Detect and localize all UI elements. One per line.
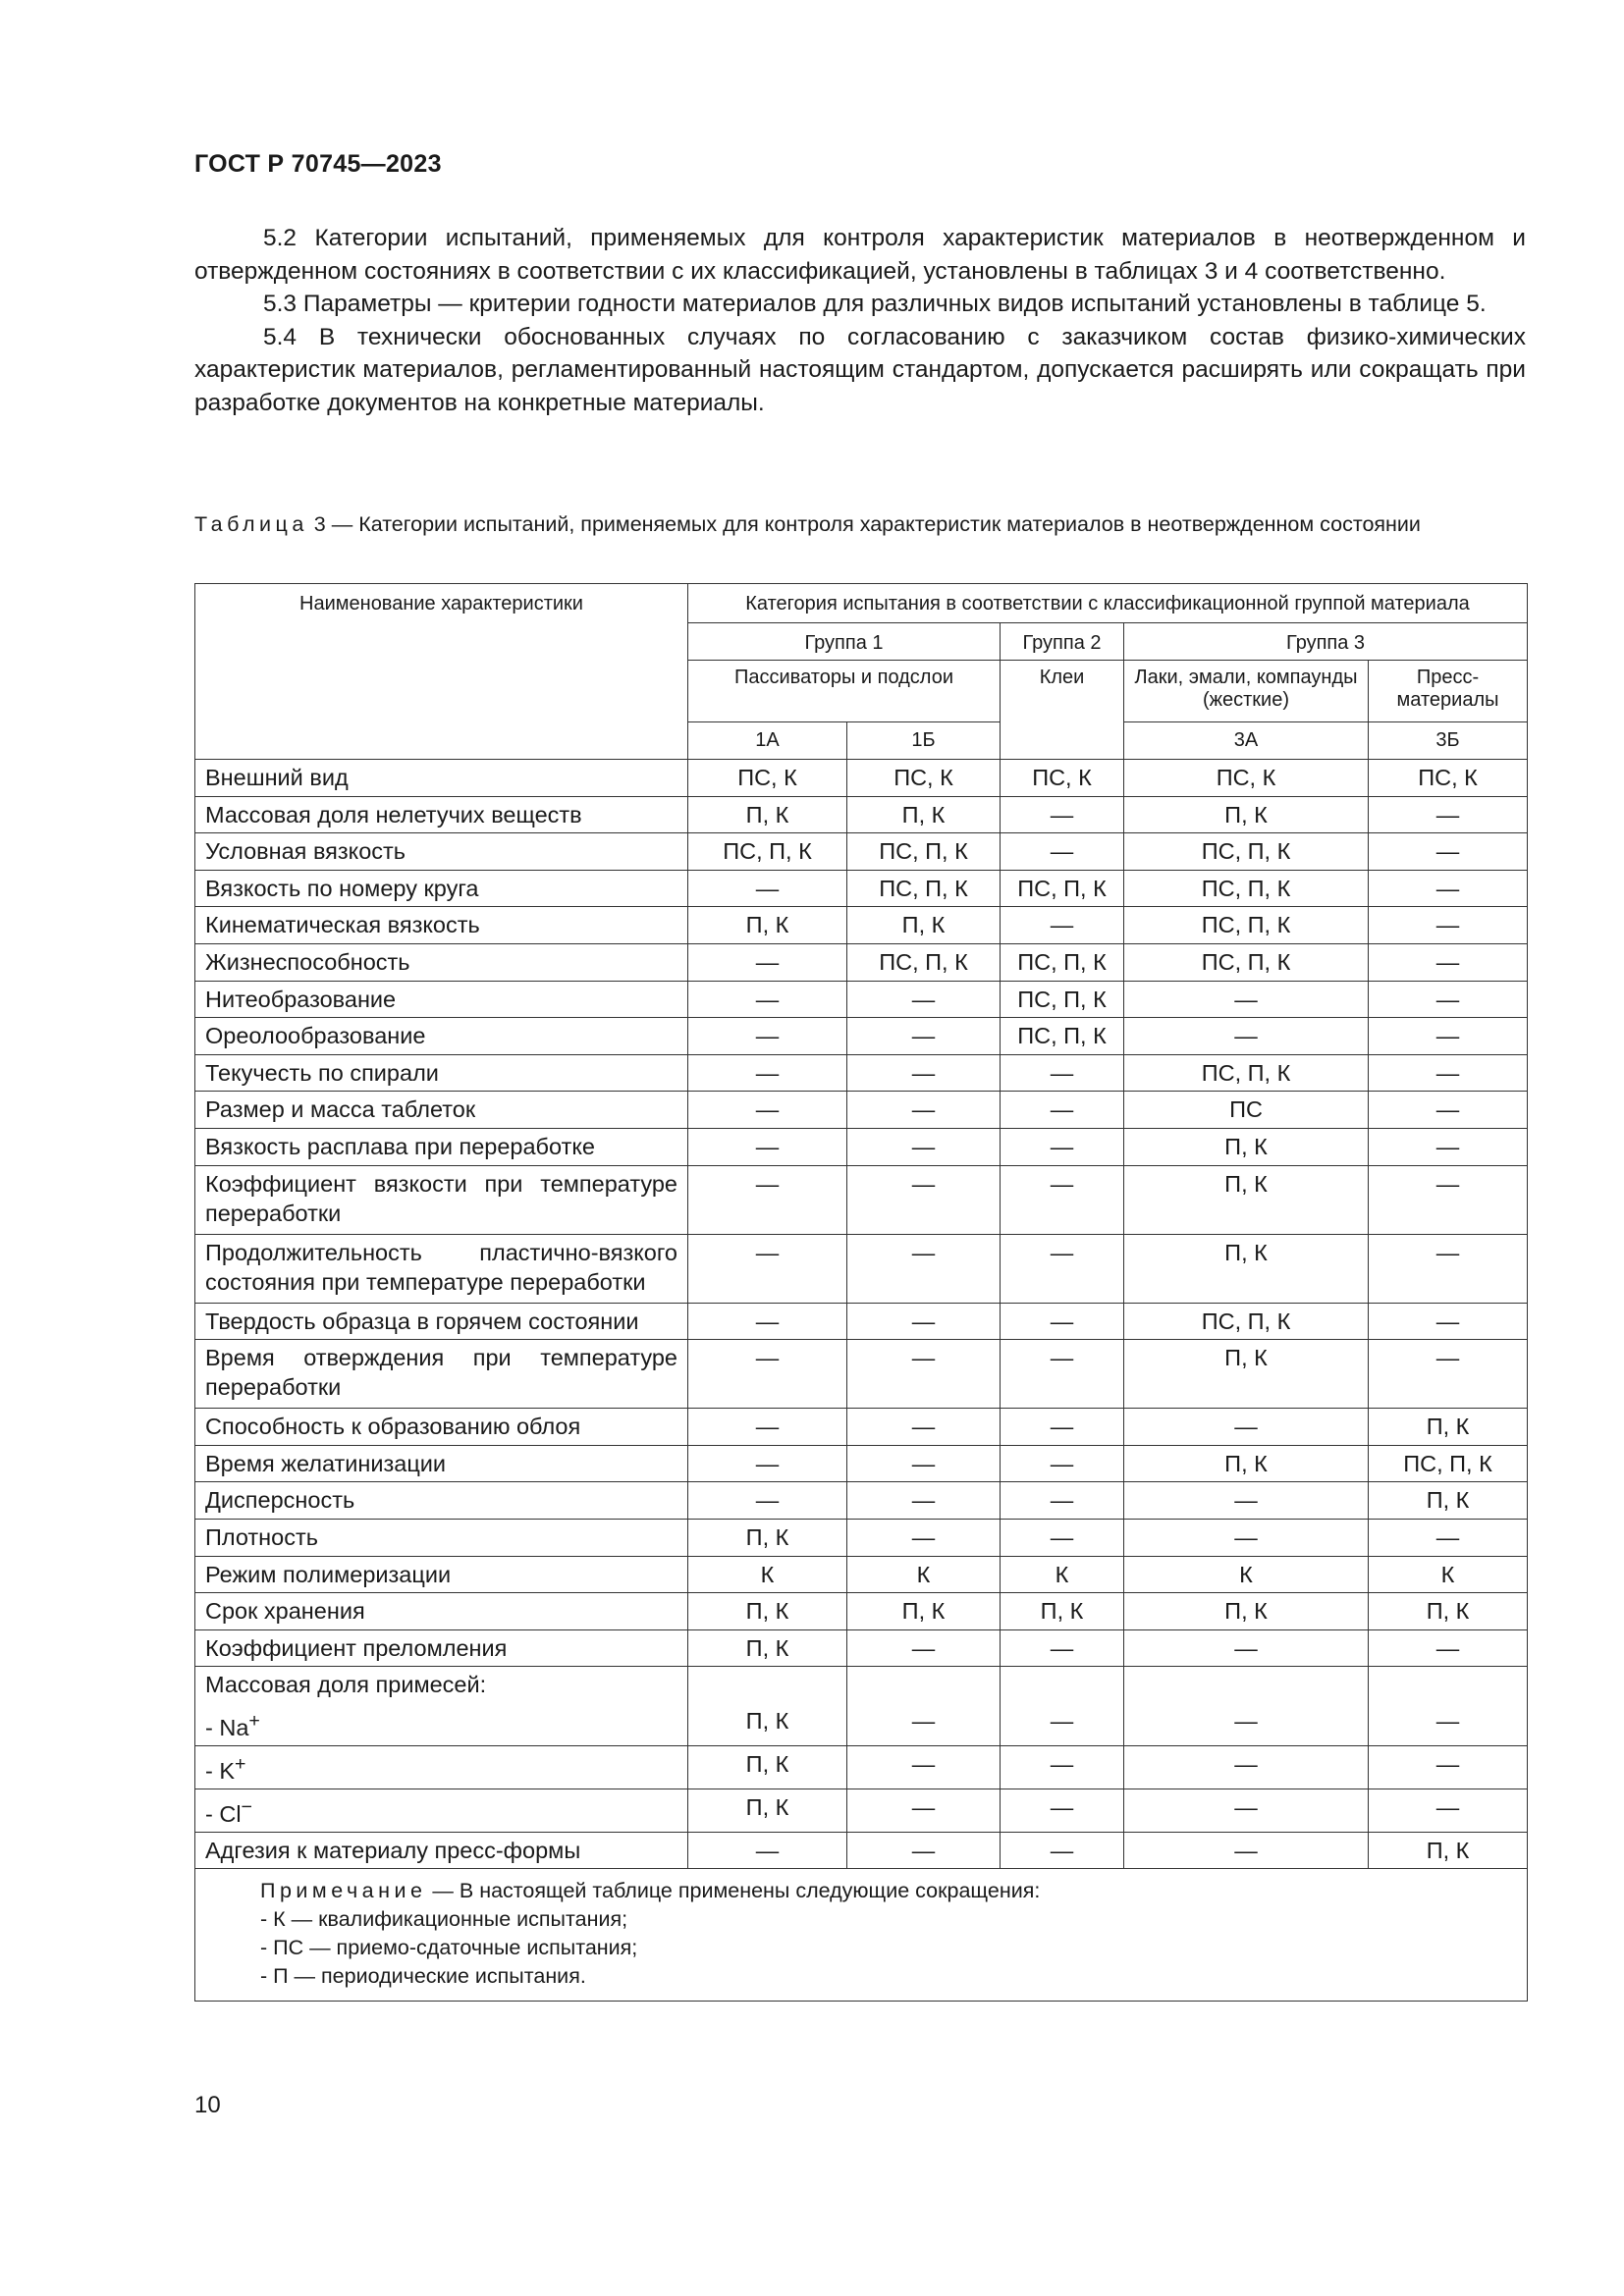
cell-1b: — <box>847 1629 1001 1667</box>
cell-3b: — <box>1369 1092 1528 1129</box>
cell-3b: — <box>1369 907 1528 944</box>
table-row <box>195 1445 1528 1482</box>
cell-3a: П, К <box>1124 1445 1369 1482</box>
cell-3a: — <box>1124 1018 1369 1055</box>
table-row <box>195 1593 1528 1630</box>
row-name: Кинематическая вязкость <box>195 907 688 944</box>
table-row-impurities-title <box>195 1667 1528 1704</box>
cell-1a: ПС, П, К <box>688 833 847 871</box>
row-name-cl <box>195 1789 688 1833</box>
cell-3b: — <box>1369 1629 1528 1667</box>
table-row <box>195 981 1528 1018</box>
row-name-na <box>195 1703 688 1745</box>
header-characteristic-name: Наименование характеристики <box>195 584 688 760</box>
cell-1b: — <box>847 1054 1001 1092</box>
row-name: Продолжительность пластично-вязкого состояния при температуре переработки <box>195 1234 688 1303</box>
row-name-k <box>195 1746 688 1789</box>
impurity-charge: − <box>241 1796 252 1819</box>
cell-3a: — <box>1124 1789 1369 1833</box>
cell-group-2: — <box>1001 1789 1124 1833</box>
body-text <box>194 222 1526 419</box>
row-name: Твердость образца в горячем состоянии <box>195 1303 688 1340</box>
cell-1a: П, К <box>688 796 847 833</box>
table-row <box>195 870 1528 907</box>
table-note <box>195 1869 1528 2002</box>
header-group-1-desc: Пассиваторы и подслои <box>688 661 1001 722</box>
cell-group-2: — <box>1001 833 1124 871</box>
table-row <box>195 1054 1528 1092</box>
table-row <box>195 833 1528 871</box>
table-row <box>195 1340 1528 1409</box>
cell-3b: — <box>1369 796 1528 833</box>
cell-empty <box>688 1667 847 1704</box>
cell-group-2: К <box>1001 1556 1124 1593</box>
cell-1a: — <box>688 1340 847 1409</box>
cell-1b: ПС, К <box>847 760 1001 797</box>
cell-1b: ПС, П, К <box>847 870 1001 907</box>
header-col-3a: 3А <box>1124 722 1369 760</box>
table-row <box>195 760 1528 797</box>
cell-empty <box>1001 1667 1124 1704</box>
cell-3a: — <box>1124 1409 1369 1446</box>
note-label: Примечание <box>260 1879 427 1903</box>
header-group-1: Группа 1 <box>688 623 1001 661</box>
row-name: Ореолообразование <box>195 1018 688 1055</box>
table-row <box>195 1165 1528 1234</box>
cell-3a: ПС, К <box>1124 760 1369 797</box>
cell-3b: — <box>1369 1340 1528 1409</box>
cell-1a: — <box>688 1303 847 1340</box>
cell-1b: П, К <box>847 907 1001 944</box>
cell-1a: — <box>688 1092 847 1129</box>
cell-group-2: — <box>1001 907 1124 944</box>
cell-1b: — <box>847 1519 1001 1556</box>
cell-3a: — <box>1124 1832 1369 1869</box>
cell-group-2: — <box>1001 1746 1124 1789</box>
impurities-title: Массовая доля примесей: <box>195 1667 688 1704</box>
row-name: Плотность <box>195 1519 688 1556</box>
cell-3b: — <box>1369 1519 1528 1556</box>
cell-3a: П, К <box>1124 1165 1369 1234</box>
cell-3a: ПС <box>1124 1092 1369 1129</box>
cell-group-2: — <box>1001 1519 1124 1556</box>
cell-3a: ПС, П, К <box>1124 1054 1369 1092</box>
header-group-2: Группа 2 <box>1001 623 1124 661</box>
table-row <box>195 1519 1528 1556</box>
cell-3a: ПС, П, К <box>1124 1303 1369 1340</box>
cell-1a: — <box>688 1409 847 1446</box>
cell-3a: К <box>1124 1556 1369 1593</box>
row-name: Внешний вид <box>195 760 688 797</box>
table-caption-text: 3 — Категории испытаний, применяемых для контроля характеристик материалов в неотвержденном состоянии <box>307 512 1421 536</box>
cell-3b: — <box>1369 1789 1528 1833</box>
row-name: Массовая доля нелетучих веществ <box>195 796 688 833</box>
cell-group-2: — <box>1001 796 1124 833</box>
cell-3b: — <box>1369 1303 1528 1340</box>
cell-1b: — <box>847 1234 1001 1303</box>
cell-group-2: — <box>1001 1445 1124 1482</box>
row-name: Срок хранения <box>195 1593 688 1630</box>
paragraph-5-3: 5.3 Параметры — критерии годности материалов для различных видов испытаний установлены в таблице 5. <box>263 291 1487 317</box>
row-name: Размер и масса таблеток <box>195 1092 688 1129</box>
cell-1a: П, К <box>688 1629 847 1667</box>
table-row <box>195 1018 1528 1055</box>
cell-3b: — <box>1369 943 1528 981</box>
table-row <box>195 943 1528 981</box>
cell-group-2: ПС, П, К <box>1001 870 1124 907</box>
cell-3b: — <box>1369 981 1528 1018</box>
cell-1b: П, К <box>847 796 1001 833</box>
cell-1a: — <box>688 1054 847 1092</box>
cell-group-2: — <box>1001 1832 1124 1869</box>
cell-1a: — <box>688 1832 847 1869</box>
cell-1a: П, К <box>688 1789 847 1833</box>
cell-group-2: ПС, П, К <box>1001 1018 1124 1055</box>
cell-3b: — <box>1369 1746 1528 1789</box>
cell-3b: — <box>1369 1703 1528 1745</box>
cell-group-2: — <box>1001 1340 1124 1409</box>
cell-1a: — <box>688 1482 847 1520</box>
note-item: - К — квалификационные испытания; <box>260 1907 628 1932</box>
impurity-charge: + <box>248 1710 260 1733</box>
header-test-category: Категория испытания в соответствии с классификационной группой материала <box>688 584 1528 623</box>
cell-1a: — <box>688 1018 847 1055</box>
cell-1b: — <box>847 1018 1001 1055</box>
row-name: Вязкость расплава при переработке <box>195 1128 688 1165</box>
cell-3b: П, К <box>1369 1832 1528 1869</box>
cell-1b: — <box>847 1746 1001 1789</box>
cell-3b: — <box>1369 1018 1528 1055</box>
cell-1b: — <box>847 1482 1001 1520</box>
table-row <box>195 907 1528 944</box>
table-row <box>195 796 1528 833</box>
table-row <box>195 1092 1528 1129</box>
table-caption-label: Таблица <box>194 512 308 536</box>
row-name: Дисперсность <box>195 1482 688 1520</box>
cell-group-2: — <box>1001 1234 1124 1303</box>
header-group-3b-desc: Пресс-материалы <box>1369 661 1528 722</box>
cell-3a: — <box>1124 1703 1369 1745</box>
cell-3a: — <box>1124 1482 1369 1520</box>
cell-1b: — <box>847 1092 1001 1129</box>
cell-group-2: ПС, П, К <box>1001 981 1124 1018</box>
cell-1b: — <box>847 1703 1001 1745</box>
cell-group-2: — <box>1001 1092 1124 1129</box>
row-name: Жизнеспособность <box>195 943 688 981</box>
cell-1b: — <box>847 1409 1001 1446</box>
cell-3b: П, К <box>1369 1482 1528 1520</box>
table-row <box>195 1482 1528 1520</box>
header-group-3a-desc: Лаки, эмали, компаунды (жесткие) <box>1124 661 1369 722</box>
header-col-1b: 1Б <box>847 722 1001 760</box>
cell-group-2: — <box>1001 1629 1124 1667</box>
cell-3a: — <box>1124 1519 1369 1556</box>
impurity-name: - Cl <box>205 1800 242 1827</box>
cell-3a: ПС, П, К <box>1124 943 1369 981</box>
table-row <box>195 1789 1528 1833</box>
row-name: Текучесть по спирали <box>195 1054 688 1092</box>
note-text: — В настоящей таблице применены следующие сокращения: <box>426 1879 1041 1903</box>
cell-3a: П, К <box>1124 1128 1369 1165</box>
cell-group-2: — <box>1001 1703 1124 1745</box>
cell-3a: П, К <box>1124 796 1369 833</box>
table-caption <box>194 511 1526 537</box>
cell-1b: К <box>847 1556 1001 1593</box>
cell-3b: — <box>1369 1054 1528 1092</box>
cell-1a: П, К <box>688 1593 847 1630</box>
cell-3a: ПС, П, К <box>1124 870 1369 907</box>
cell-1a: — <box>688 1445 847 1482</box>
table-row <box>195 1832 1528 1869</box>
cell-1a: ПС, К <box>688 760 847 797</box>
cell-3a: П, К <box>1124 1340 1369 1409</box>
cell-1a: П, К <box>688 1703 847 1745</box>
cell-group-2: — <box>1001 1128 1124 1165</box>
document-code: ГОСТ Р 70745—2023 <box>194 150 442 178</box>
impurity-name: - Na <box>205 1715 249 1741</box>
cell-3a: ПС, П, К <box>1124 833 1369 871</box>
cell-group-2: — <box>1001 1054 1124 1092</box>
cell-1b: П, К <box>847 1593 1001 1630</box>
cell-1a: — <box>688 1234 847 1303</box>
cell-3b: ПС, К <box>1369 760 1528 797</box>
header-group-3: Группа 3 <box>1124 623 1528 661</box>
cell-3a: ПС, П, К <box>1124 907 1369 944</box>
cell-1a: — <box>688 870 847 907</box>
impurity-charge: + <box>235 1753 246 1776</box>
cell-1b: — <box>847 1832 1001 1869</box>
cell-1a: — <box>688 943 847 981</box>
cell-1b: — <box>847 981 1001 1018</box>
row-name: Время отверждения при температуре переработки <box>195 1340 688 1409</box>
cell-group-2: — <box>1001 1409 1124 1446</box>
table-row <box>195 1128 1528 1165</box>
row-name: Адгезия к материалу пресс-формы <box>195 1832 688 1869</box>
cell-1b: — <box>847 1165 1001 1234</box>
header-col-1a: 1А <box>688 722 847 760</box>
cell-1a: П, К <box>688 907 847 944</box>
cell-3b: — <box>1369 1128 1528 1165</box>
cell-group-2: — <box>1001 1482 1124 1520</box>
cell-empty <box>1124 1667 1369 1704</box>
row-name: Время желатинизации <box>195 1445 688 1482</box>
cell-3b: — <box>1369 870 1528 907</box>
header-col-3b: 3Б <box>1369 722 1528 760</box>
cell-3b: П, К <box>1369 1593 1528 1630</box>
cell-3a: — <box>1124 981 1369 1018</box>
cell-group-2: — <box>1001 1303 1124 1340</box>
table-row <box>195 1703 1528 1745</box>
cell-1b: — <box>847 1303 1001 1340</box>
cell-1a: — <box>688 1128 847 1165</box>
impurity-name: - K <box>205 1758 236 1785</box>
cell-group-2: П, К <box>1001 1593 1124 1630</box>
table-row <box>195 1746 1528 1789</box>
cell-3b: П, К <box>1369 1409 1528 1446</box>
cell-3b: К <box>1369 1556 1528 1593</box>
row-name: Режим полимеризации <box>195 1556 688 1593</box>
paragraph-5-4: 5.4 В технически обоснованных случаях по согласованию с заказчиком состав физико-химических характеристик материалов, регламентированный настоящим стандартом, допускается расширять или сокращать при разработке документов на конкретные материалы. <box>194 323 1526 416</box>
cell-3a: — <box>1124 1746 1369 1789</box>
note-item: - П — периодические испытания. <box>260 1964 586 1989</box>
page-number: 10 <box>194 2092 221 2118</box>
cell-empty <box>847 1667 1001 1704</box>
table-row <box>195 1234 1528 1303</box>
cell-1b: — <box>847 1789 1001 1833</box>
row-name: Условная вязкость <box>195 833 688 871</box>
cell-1a: П, К <box>688 1519 847 1556</box>
table-row <box>195 1409 1528 1446</box>
note-item: - ПС — приемо-сдаточные испытания; <box>260 1936 638 1960</box>
row-name: Вязкость по номеру круга <box>195 870 688 907</box>
table-note-row <box>195 1869 1528 2002</box>
cell-3a: П, К <box>1124 1593 1369 1630</box>
cell-1a: — <box>688 1165 847 1234</box>
cell-3a: П, К <box>1124 1234 1369 1303</box>
table-row <box>195 1556 1528 1593</box>
cell-group-2: ПС, К <box>1001 760 1124 797</box>
cell-3b: — <box>1369 833 1528 871</box>
cell-1a: К <box>688 1556 847 1593</box>
cell-1a: — <box>688 981 847 1018</box>
header-group-2-desc: Клеи <box>1001 661 1124 760</box>
cell-1b: — <box>847 1128 1001 1165</box>
cell-1b: — <box>847 1340 1001 1409</box>
table-row <box>195 1303 1528 1340</box>
row-name: Коэффициент вязкости при температуре переработки <box>195 1165 688 1234</box>
paragraph-5-2: 5.2 Категории испытаний, применяемых для контроля характеристик материалов в неотвержденном и отвержденном состояниях в соответствии с их классификацией, установлены в таблицах 3 и 4 соответственно. <box>194 225 1526 285</box>
test-categories-table <box>194 583 1528 2002</box>
cell-group-2: — <box>1001 1165 1124 1234</box>
cell-1a: П, К <box>688 1746 847 1789</box>
cell-1b: ПС, П, К <box>847 943 1001 981</box>
cell-3b: — <box>1369 1234 1528 1303</box>
cell-empty <box>1369 1667 1528 1704</box>
cell-3b: ПС, П, К <box>1369 1445 1528 1482</box>
cell-group-2: ПС, П, К <box>1001 943 1124 981</box>
cell-3a: — <box>1124 1629 1369 1667</box>
table-row <box>195 1629 1528 1667</box>
row-name: Способность к образованию облоя <box>195 1409 688 1446</box>
row-name: Нитеобразование <box>195 981 688 1018</box>
cell-1b: — <box>847 1445 1001 1482</box>
cell-1b: ПС, П, К <box>847 833 1001 871</box>
cell-3b: — <box>1369 1165 1528 1234</box>
row-name: Коэффициент преломления <box>195 1629 688 1667</box>
